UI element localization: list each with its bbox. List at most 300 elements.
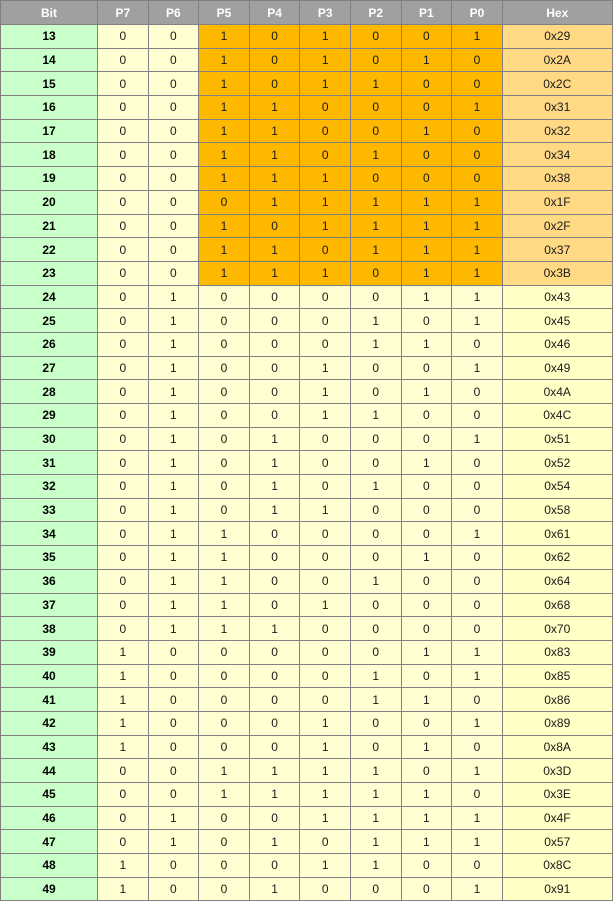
p3-cell: 0 [300,688,351,712]
p5-cell: 0 [199,688,250,712]
p1-cell: 0 [401,143,452,167]
p6-cell: 1 [148,332,199,356]
p0-cell: 1 [452,261,503,285]
p6-cell: 0 [148,190,199,214]
table-row [1,759,613,783]
p3-cell: 0 [300,285,351,309]
bit-number-cell: 30 [1,427,98,451]
p1-cell: 0 [401,877,452,901]
p4-cell: 1 [249,759,300,783]
p1-cell: 0 [401,711,452,735]
table-row [1,309,613,333]
p5-cell: 1 [199,783,250,807]
p5-cell: 1 [199,593,250,617]
table-row [1,404,613,428]
p2-cell: 0 [350,380,401,404]
p3-cell: 0 [300,427,351,451]
p7-cell: 0 [98,332,149,356]
p0-cell: 0 [452,498,503,522]
p2-cell: 1 [350,72,401,96]
p1-cell: 0 [401,356,452,380]
p7-cell: 0 [98,167,149,191]
p0-cell: 0 [452,593,503,617]
bit-number-cell: 14 [1,48,98,72]
p4-cell: 0 [249,356,300,380]
p0-cell: 1 [452,640,503,664]
p4-cell: 0 [249,711,300,735]
bit-number-cell: 41 [1,688,98,712]
p0-cell: 0 [452,569,503,593]
p3-cell: 1 [300,380,351,404]
table-row [1,593,613,617]
hex-cell: 0x51 [502,427,612,451]
p3-cell: 1 [300,593,351,617]
p7-cell: 0 [98,498,149,522]
p3-cell: 1 [300,25,351,49]
p2-cell: 0 [350,356,401,380]
p4-cell: 0 [249,25,300,49]
p5-cell: 0 [199,640,250,664]
hex-cell: 0x89 [502,711,612,735]
bit-number-cell: 49 [1,877,98,901]
p2-cell: 0 [350,25,401,49]
p3-cell: 0 [300,475,351,499]
p3-cell: 1 [300,498,351,522]
p3-cell: 1 [300,404,351,428]
p0-cell: 0 [452,332,503,356]
p5-cell: 1 [199,238,250,262]
p4-cell: 0 [249,48,300,72]
bit-number-cell: 18 [1,143,98,167]
p3-cell: 0 [300,238,351,262]
p3-cell: 1 [300,854,351,878]
p2-cell: 0 [350,119,401,143]
p1-cell: 1 [401,285,452,309]
p1-cell: 1 [401,380,452,404]
p2-cell: 0 [350,640,401,664]
p3-cell: 1 [300,759,351,783]
hex-cell: 0x2C [502,72,612,96]
p1-cell: 0 [401,427,452,451]
p5-cell: 1 [199,96,250,120]
table-row [1,664,613,688]
p5-cell: 1 [199,569,250,593]
p6-cell: 1 [148,546,199,570]
p5-cell: 0 [199,404,250,428]
p3-cell: 0 [300,664,351,688]
bit-number-cell: 29 [1,404,98,428]
p2-cell: 0 [350,711,401,735]
p0-cell: 0 [452,475,503,499]
table-row [1,522,613,546]
p5-cell: 1 [199,167,250,191]
p7-cell: 0 [98,25,149,49]
bit-number-cell: 43 [1,735,98,759]
p6-cell: 1 [148,451,199,475]
bit-number-cell: 20 [1,190,98,214]
table-row [1,783,613,807]
p7-cell: 0 [98,238,149,262]
p5-cell: 1 [199,522,250,546]
p3-cell: 1 [300,48,351,72]
bit-number-cell: 24 [1,285,98,309]
p2-cell: 1 [350,404,401,428]
p2-cell: 0 [350,617,401,641]
table-row [1,569,613,593]
p3-cell: 0 [300,96,351,120]
p1-cell: 0 [401,475,452,499]
table-row [1,167,613,191]
p6-cell: 0 [148,143,199,167]
p2-cell: 1 [350,238,401,262]
p2-cell: 1 [350,806,401,830]
hex-cell: 0x4F [502,806,612,830]
bit-number-cell: 44 [1,759,98,783]
p6-cell: 1 [148,285,199,309]
p7-cell: 0 [98,48,149,72]
p2-cell: 1 [350,214,401,238]
hex-cell: 0x68 [502,593,612,617]
p2-cell: 1 [350,143,401,167]
bit-number-cell: 25 [1,309,98,333]
p7-cell: 0 [98,593,149,617]
p0-cell: 0 [452,72,503,96]
p7-cell: 0 [98,569,149,593]
p7-cell: 0 [98,380,149,404]
p4-cell: 0 [249,664,300,688]
p4-cell: 1 [249,877,300,901]
p4-cell: 0 [249,546,300,570]
bit-number-cell: 16 [1,96,98,120]
p7-cell: 0 [98,261,149,285]
header-bit: Bit [1,1,98,25]
bit-number-cell: 27 [1,356,98,380]
p1-cell: 1 [401,640,452,664]
p1-cell: 1 [401,735,452,759]
p7-cell: 1 [98,688,149,712]
p3-cell: 1 [300,356,351,380]
p0-cell: 0 [452,783,503,807]
p5-cell: 0 [199,475,250,499]
hex-cell: 0x52 [502,451,612,475]
bit-number-cell: 31 [1,451,98,475]
p7-cell: 1 [98,854,149,878]
p7-cell: 0 [98,806,149,830]
p1-cell: 0 [401,404,452,428]
p6-cell: 1 [148,356,199,380]
p0-cell: 0 [452,546,503,570]
p4-cell: 0 [249,72,300,96]
p3-cell: 1 [300,735,351,759]
p2-cell: 1 [350,688,401,712]
bit-number-cell: 36 [1,569,98,593]
p1-cell: 1 [401,190,452,214]
table-row [1,806,613,830]
p5-cell: 1 [199,261,250,285]
p5-cell: 0 [199,309,250,333]
p3-cell: 0 [300,569,351,593]
p6-cell: 1 [148,309,199,333]
p1-cell: 0 [401,167,452,191]
p3-cell: 0 [300,119,351,143]
hex-cell: 0x1F [502,190,612,214]
table-row [1,190,613,214]
p4-cell: 0 [249,332,300,356]
hex-cell: 0x38 [502,167,612,191]
p1-cell: 0 [401,854,452,878]
p3-cell: 1 [300,214,351,238]
p7-cell: 0 [98,214,149,238]
table-row [1,143,613,167]
hex-cell: 0x61 [502,522,612,546]
table-row [1,119,613,143]
bit-number-cell: 32 [1,475,98,499]
hex-cell: 0x8C [502,854,612,878]
bit-number-cell: 13 [1,25,98,49]
p0-cell: 0 [452,380,503,404]
p0-cell: 1 [452,214,503,238]
table-row [1,617,613,641]
p0-cell: 1 [452,238,503,262]
p2-cell: 0 [350,167,401,191]
bit-number-cell: 28 [1,380,98,404]
table-row [1,640,613,664]
p6-cell: 0 [148,214,199,238]
p0-cell: 1 [452,522,503,546]
p5-cell: 1 [199,617,250,641]
p4-cell: 1 [249,783,300,807]
p4-cell: 0 [249,522,300,546]
hex-cell: 0x3D [502,759,612,783]
p5-cell: 0 [199,427,250,451]
table-row [1,830,613,854]
p2-cell: 0 [350,451,401,475]
hex-cell: 0x86 [502,688,612,712]
header-p0: P0 [452,1,503,25]
hex-cell: 0x64 [502,569,612,593]
p0-cell: 0 [452,167,503,191]
p4-cell: 0 [249,854,300,878]
p1-cell: 1 [401,261,452,285]
table-row [1,877,613,901]
p5-cell: 0 [199,735,250,759]
p1-cell: 1 [401,119,452,143]
p3-cell: 0 [300,332,351,356]
p7-cell: 1 [98,877,149,901]
p1-cell: 0 [401,593,452,617]
hex-cell: 0x37 [502,238,612,262]
p1-cell: 0 [401,96,452,120]
hex-cell: 0x46 [502,332,612,356]
p5-cell: 0 [199,877,250,901]
hex-cell: 0x45 [502,309,612,333]
p2-cell: 1 [350,309,401,333]
p1-cell: 1 [401,688,452,712]
p7-cell: 0 [98,546,149,570]
p7-cell: 0 [98,285,149,309]
p3-cell: 0 [300,143,351,167]
p6-cell: 0 [148,48,199,72]
p5-cell: 0 [199,380,250,404]
p4-cell: 0 [249,404,300,428]
p3-cell: 1 [300,190,351,214]
p2-cell: 0 [350,48,401,72]
p7-cell: 1 [98,711,149,735]
p6-cell: 0 [148,167,199,191]
p0-cell: 0 [452,451,503,475]
p5-cell: 0 [199,830,250,854]
hex-cell: 0x3E [502,783,612,807]
p1-cell: 1 [401,830,452,854]
bit-number-cell: 17 [1,119,98,143]
p7-cell: 1 [98,664,149,688]
bit-number-cell: 40 [1,664,98,688]
hex-cell: 0x85 [502,664,612,688]
hex-cell: 0x4A [502,380,612,404]
table-row [1,48,613,72]
p0-cell: 0 [452,404,503,428]
p1-cell: 1 [401,238,452,262]
p7-cell: 0 [98,830,149,854]
p0-cell: 1 [452,711,503,735]
p4-cell: 1 [249,167,300,191]
p1-cell: 1 [401,806,452,830]
p6-cell: 0 [148,688,199,712]
p2-cell: 1 [350,759,401,783]
bit-number-cell: 33 [1,498,98,522]
p1-cell: 0 [401,617,452,641]
p4-cell: 0 [249,640,300,664]
p5-cell: 1 [199,759,250,783]
header-p2: P2 [350,1,401,25]
hex-cell: 0x83 [502,640,612,664]
p7-cell: 0 [98,783,149,807]
bit-number-cell: 26 [1,332,98,356]
p6-cell: 0 [148,735,199,759]
p5-cell: 0 [199,451,250,475]
p2-cell: 1 [350,332,401,356]
p1-cell: 1 [401,451,452,475]
table-row [1,332,613,356]
p5-cell: 1 [199,143,250,167]
p4-cell: 1 [249,830,300,854]
p1-cell: 0 [401,25,452,49]
table-row [1,238,613,262]
table-row [1,25,613,49]
p0-cell: 1 [452,664,503,688]
p7-cell: 0 [98,759,149,783]
p7-cell: 0 [98,119,149,143]
p0-cell: 1 [452,190,503,214]
p1-cell: 1 [401,332,452,356]
p3-cell: 1 [300,167,351,191]
bit-number-cell: 47 [1,830,98,854]
p0-cell: 0 [452,735,503,759]
p0-cell: 0 [452,688,503,712]
p5-cell: 0 [199,190,250,214]
hex-cell: 0x43 [502,285,612,309]
p2-cell: 1 [350,854,401,878]
header-p3: P3 [300,1,351,25]
p4-cell: 1 [249,96,300,120]
bit-number-cell: 37 [1,593,98,617]
header-p6: P6 [148,1,199,25]
p2-cell: 0 [350,261,401,285]
bit-number-cell: 22 [1,238,98,262]
p6-cell: 0 [148,854,199,878]
p3-cell: 1 [300,783,351,807]
hex-cell: 0x91 [502,877,612,901]
p0-cell: 0 [452,617,503,641]
p2-cell: 0 [350,498,401,522]
p7-cell: 0 [98,96,149,120]
bit-number-cell: 19 [1,167,98,191]
p7-cell: 0 [98,617,149,641]
header-hex: Hex [502,1,612,25]
bit-number-cell: 38 [1,617,98,641]
p4-cell: 1 [249,427,300,451]
p6-cell: 1 [148,830,199,854]
table-row [1,854,613,878]
p2-cell: 0 [350,522,401,546]
table-row [1,72,613,96]
hex-cell: 0x31 [502,96,612,120]
hex-cell: 0x34 [502,143,612,167]
hex-cell: 0x29 [502,25,612,49]
p5-cell: 1 [199,546,250,570]
p6-cell: 1 [148,498,199,522]
p4-cell: 0 [249,569,300,593]
p1-cell: 0 [401,569,452,593]
p7-cell: 0 [98,309,149,333]
p2-cell: 1 [350,569,401,593]
p6-cell: 0 [148,25,199,49]
p4-cell: 0 [249,735,300,759]
p7-cell: 1 [98,735,149,759]
header-row [1,1,613,25]
p6-cell: 0 [148,261,199,285]
p7-cell: 0 [98,72,149,96]
p1-cell: 1 [401,783,452,807]
hex-cell: 0x57 [502,830,612,854]
p6-cell: 1 [148,617,199,641]
table-row [1,380,613,404]
p6-cell: 1 [148,380,199,404]
p5-cell: 0 [199,498,250,522]
p6-cell: 0 [148,96,199,120]
hex-cell: 0x2A [502,48,612,72]
p1-cell: 1 [401,546,452,570]
p4-cell: 0 [249,380,300,404]
p4-cell: 1 [249,190,300,214]
p4-cell: 1 [249,451,300,475]
bit-number-cell: 21 [1,214,98,238]
table-row [1,475,613,499]
p0-cell: 1 [452,427,503,451]
p0-cell: 1 [452,309,503,333]
p3-cell: 0 [300,640,351,664]
p5-cell: 0 [199,356,250,380]
p7-cell: 0 [98,356,149,380]
hex-cell: 0x49 [502,356,612,380]
hex-cell: 0x62 [502,546,612,570]
p6-cell: 0 [148,711,199,735]
p6-cell: 1 [148,806,199,830]
header-p7: P7 [98,1,149,25]
p3-cell: 1 [300,261,351,285]
p4-cell: 0 [249,309,300,333]
table-row [1,285,613,309]
